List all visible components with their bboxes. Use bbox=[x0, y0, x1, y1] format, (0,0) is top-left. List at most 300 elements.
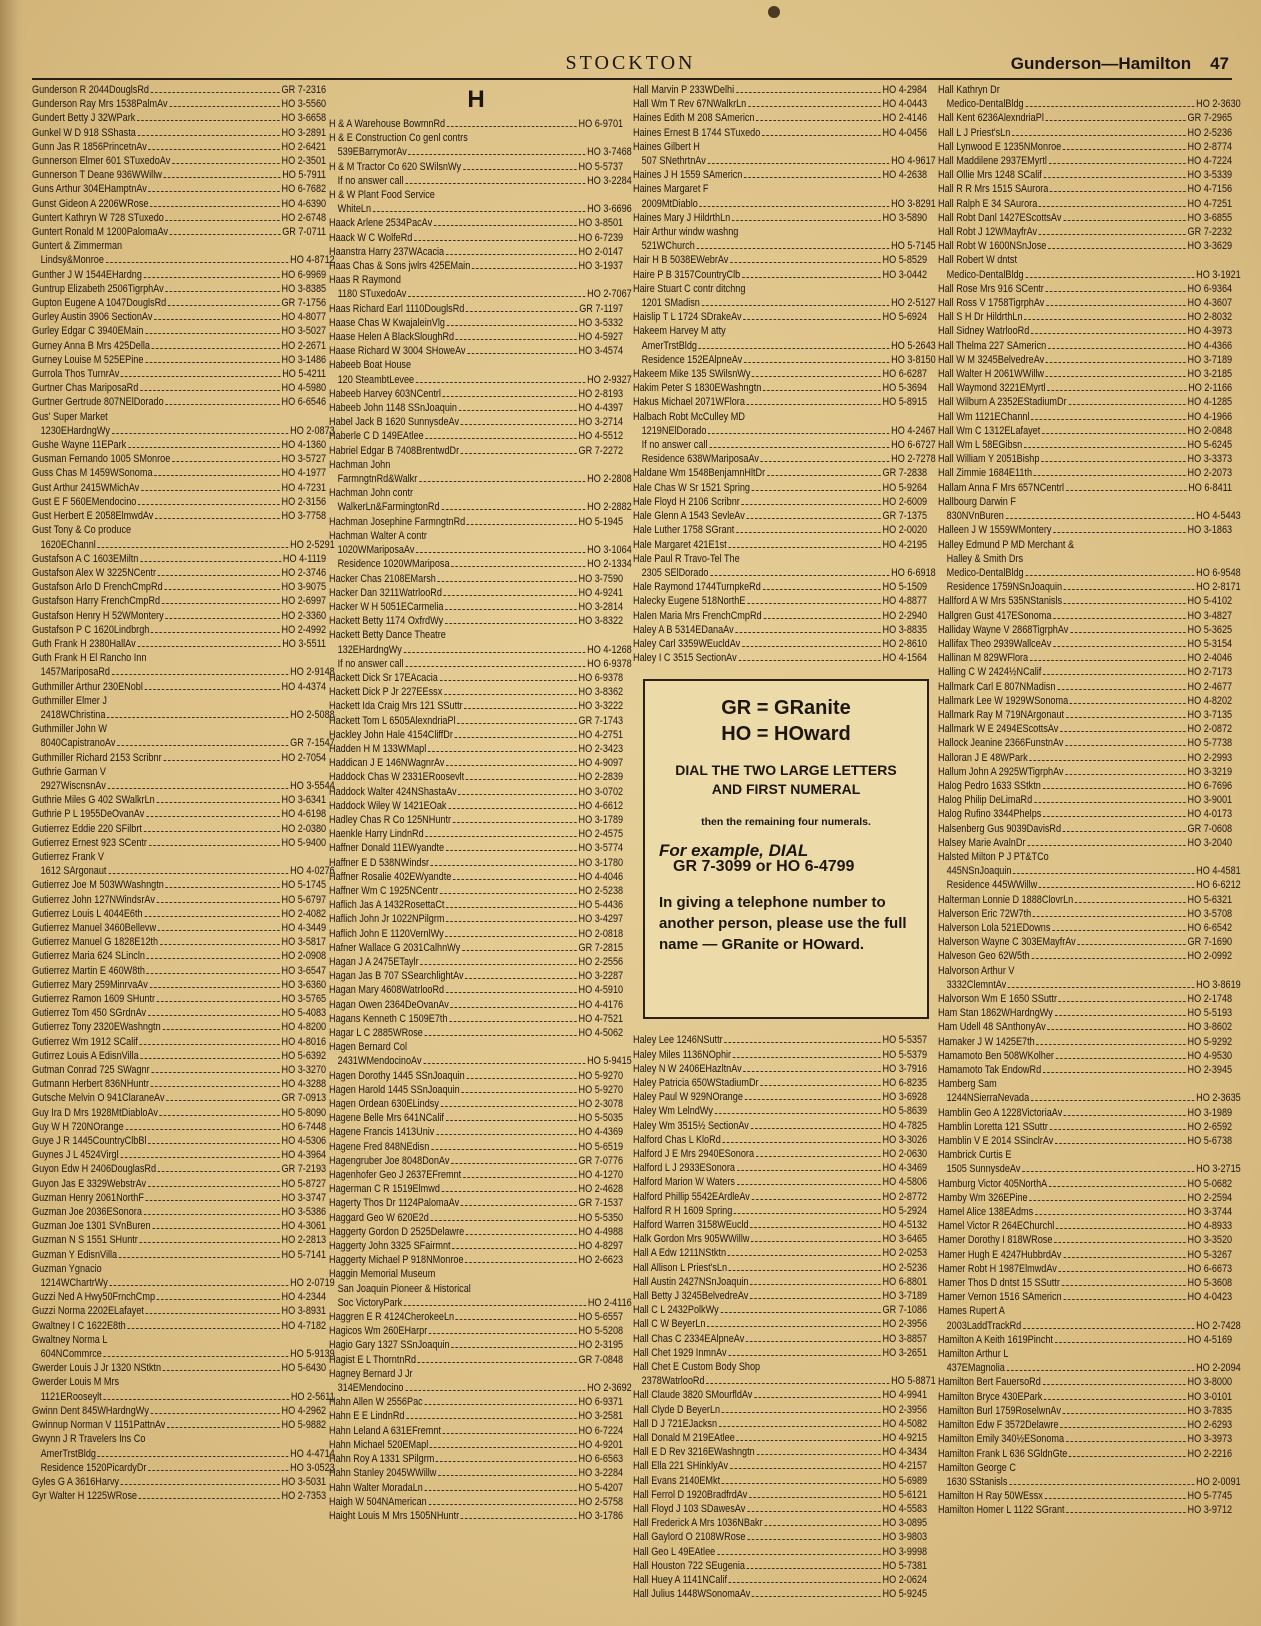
listing-phone: HO 5-7911 bbox=[282, 169, 327, 182]
leader-dots bbox=[747, 1511, 881, 1512]
leader-dots bbox=[457, 723, 576, 724]
listing-name: Gustafson P C 1620Lindbrgh bbox=[32, 623, 150, 636]
listing-name: Hachman John contr bbox=[329, 487, 414, 500]
listing-phone: HO 4-4176 bbox=[578, 998, 624, 1011]
listing-phone: HO 2-1166 bbox=[1188, 382, 1233, 395]
listing-row bbox=[938, 992, 1232, 1006]
leader-dots bbox=[172, 163, 280, 164]
listing-phone: HO 4-9941 bbox=[882, 1389, 928, 1402]
leader-dots bbox=[438, 581, 577, 582]
listing-name: Hahn Stanley 2045WWillw bbox=[329, 1467, 437, 1480]
leader-dots bbox=[744, 362, 889, 363]
listing-phone: HO 3-8857 bbox=[882, 1332, 928, 1345]
leader-dots bbox=[163, 760, 279, 761]
listing-row bbox=[938, 253, 1232, 267]
listing-phone: HO 3-4827 bbox=[1187, 609, 1233, 622]
listing-row bbox=[32, 779, 335, 793]
listing-name: Hair H B 5038EWebrAv bbox=[633, 254, 729, 267]
listing-row bbox=[633, 97, 927, 111]
listing-phone: HO 4-8016 bbox=[281, 1035, 327, 1048]
listing-name: 1230EHardngWy bbox=[40, 424, 110, 437]
listing-row bbox=[938, 97, 1241, 111]
listing-phone: HO 3-9075 bbox=[281, 581, 327, 594]
listing-phone: HO 4-0456 bbox=[882, 126, 928, 139]
listing-name: 1630 SStanisls bbox=[946, 1475, 1008, 1488]
listing-name: Guthrie Miles G 402 SWalkrLn bbox=[32, 794, 155, 807]
listing-name: 1505 SunnysdeAv bbox=[946, 1163, 1021, 1176]
listing-name: Haight Louis M Mrs 1505NHuntr bbox=[329, 1509, 460, 1522]
listing-name: Hall Rose Mrs 916 SCentr bbox=[938, 282, 1044, 295]
listing-phone: HO 3-0895 bbox=[882, 1517, 928, 1530]
listing-name: Hamilton A Keith 1619Pincht bbox=[938, 1333, 1053, 1346]
listing-phone: HO 6-9701 bbox=[578, 118, 624, 130]
leader-dots bbox=[157, 1299, 280, 1300]
listing-row bbox=[633, 296, 936, 310]
leader-dots bbox=[1042, 433, 1186, 434]
listing-row bbox=[938, 1432, 1232, 1446]
leader-dots bbox=[1043, 674, 1186, 675]
notice-instruction-3: then the remaining four numerals. bbox=[701, 816, 871, 829]
listing-name: Haines Margaret F bbox=[633, 183, 709, 196]
listing-name: Hale Margaret 421E1st bbox=[633, 538, 727, 551]
leader-dots bbox=[746, 518, 880, 519]
listing-phone: HO 4-1977 bbox=[281, 467, 327, 480]
leader-dots bbox=[145, 362, 280, 363]
listing-row bbox=[633, 182, 927, 196]
listing-phone: HO 5-2643 bbox=[891, 339, 936, 352]
listing-row bbox=[938, 140, 1232, 154]
listing-name: Hamilton Arthur L bbox=[938, 1348, 1009, 1361]
listing-phone: HO 2-4575 bbox=[578, 828, 624, 841]
listing-row bbox=[633, 1119, 927, 1133]
listing-phone: HO 3-1921 bbox=[1196, 268, 1241, 281]
leader-dots bbox=[465, 978, 577, 979]
listing-row bbox=[633, 1474, 927, 1488]
listing-phone: HO 4-5082 bbox=[882, 1417, 928, 1430]
listing-phone: HO 4-2962 bbox=[281, 1404, 327, 1417]
listing-row bbox=[32, 481, 326, 495]
listing-phone: HO 2-5238 bbox=[578, 884, 624, 897]
listing-phone: HO 4-7231 bbox=[281, 481, 327, 494]
leader-dots bbox=[148, 1186, 280, 1187]
leader-dots bbox=[127, 1328, 279, 1329]
listing-phone: HO 3-8150 bbox=[891, 353, 936, 366]
listing-name: Hackett Betty Dance Theatre bbox=[329, 629, 446, 642]
leader-dots bbox=[1053, 532, 1186, 533]
listing-phone: HO 3-7189 bbox=[882, 1289, 928, 1302]
listing-phone: HO 3-5027 bbox=[281, 325, 327, 338]
listing-phone: GR 7-2316 bbox=[281, 84, 327, 96]
listing-phone: HO 3-3026 bbox=[882, 1133, 928, 1146]
listing-phone: HO 6-6542 bbox=[1187, 921, 1233, 934]
listing-row bbox=[633, 1246, 927, 1260]
listing-row bbox=[938, 381, 1232, 395]
listing-phone: GR 7-0913 bbox=[281, 1092, 327, 1105]
listing-name: Hall Kathryn Dr bbox=[938, 84, 1000, 96]
listing-name: Hahn Allen W 2556Pac bbox=[329, 1396, 423, 1409]
listing-name: Guntert Ronald M 1200PalomaAv bbox=[32, 226, 169, 239]
leader-dots bbox=[707, 1326, 881, 1327]
listing-name: Gutierrez Mary 259MinrvaAv bbox=[32, 978, 148, 991]
listing-phone: HO 2-8193 bbox=[578, 387, 624, 400]
listing-phone: HO 6-8235 bbox=[882, 1076, 928, 1089]
listing-name: FarmngtnRd&Walkr bbox=[337, 473, 418, 486]
listing-phone: GR 7-1547 bbox=[290, 737, 335, 750]
listing-name: Hakus Michael 2071WFlora bbox=[633, 396, 745, 409]
listing-row bbox=[32, 964, 326, 978]
listing-row bbox=[633, 1417, 927, 1431]
listing-row bbox=[329, 1069, 623, 1083]
leader-dots bbox=[1035, 1214, 1186, 1215]
listing-name: Haislip T L 1724 SDrakeAv bbox=[633, 311, 742, 324]
listing-phone: HO 3-5560 bbox=[281, 98, 327, 111]
listing-name: Haflich Jas A 1432RosettaCt bbox=[329, 899, 445, 912]
listing-row bbox=[32, 438, 326, 452]
listing-phone: HO 5-8727 bbox=[281, 1177, 327, 1190]
listing-row bbox=[633, 1303, 927, 1317]
leader-dots bbox=[152, 348, 280, 349]
leader-dots bbox=[747, 603, 881, 604]
leader-dots bbox=[444, 595, 577, 596]
listing-row bbox=[32, 211, 326, 225]
listing-phone: HO 4-1360 bbox=[281, 439, 327, 452]
listing-phone: HO 3-2284 bbox=[587, 174, 632, 187]
leader-dots bbox=[148, 1143, 280, 1144]
listing-name: Guthmiller John W bbox=[32, 723, 107, 736]
leader-dots bbox=[106, 262, 289, 263]
listing-row bbox=[32, 1091, 326, 1105]
listing-phone: HO 3-3744 bbox=[1187, 1206, 1233, 1219]
listing-phone: HO 2-3195 bbox=[578, 1339, 624, 1352]
listing-name: Hallifax Theo 2939WallceAv bbox=[938, 637, 1052, 650]
leader-dots bbox=[405, 183, 585, 184]
listing-row bbox=[32, 140, 326, 154]
listing-phone: HO 4-3607 bbox=[1187, 297, 1233, 310]
listing-phone: HO 4-5306 bbox=[281, 1135, 327, 1148]
leader-dots bbox=[443, 396, 577, 397]
listing-name: Hall E D Rev 3216EWashngtn bbox=[633, 1446, 755, 1459]
listing-phone: HO 3-1486 bbox=[281, 353, 327, 366]
leader-dots bbox=[1056, 1228, 1186, 1229]
leader-dots bbox=[717, 1554, 881, 1555]
listing-phone: HO 2-3423 bbox=[578, 742, 624, 755]
listing-phone: HO 4-6612 bbox=[578, 799, 624, 812]
listing-phone: HO 2-9327 bbox=[587, 373, 632, 386]
listing-row bbox=[938, 765, 1232, 779]
listing-name: 1180 STuxedoAv bbox=[337, 288, 407, 301]
listing-name: Haley Patricia 650WStadiumDr bbox=[633, 1076, 759, 1089]
listing-name: Hall R R Mrs 1515 SAurora bbox=[938, 183, 1049, 196]
listing-row bbox=[633, 1190, 927, 1204]
listing-name: Hall Chet 1929 InmnAv bbox=[633, 1346, 727, 1359]
leader-dots bbox=[452, 1248, 577, 1249]
listing-row bbox=[32, 126, 326, 140]
listing-row bbox=[633, 410, 927, 424]
listing-name: Hagenhofer Geo J 2637EFremnt bbox=[329, 1169, 462, 1182]
listing-row bbox=[329, 1211, 623, 1225]
listing-name: Gunst Gideon A 2206WRose bbox=[32, 197, 149, 210]
listing-row bbox=[329, 671, 623, 685]
listing-phone: HO 3-7758 bbox=[281, 510, 327, 523]
listing-row bbox=[32, 523, 326, 537]
listing-phone: HO 4-2195 bbox=[882, 538, 928, 551]
leader-dots bbox=[445, 609, 577, 610]
listing-row bbox=[32, 538, 335, 552]
listing-name: Gustafson Harry FrenchCmpRd bbox=[32, 595, 161, 608]
listing-name: Guzzi Norma 2202ELafayet bbox=[32, 1305, 144, 1318]
leader-dots bbox=[1043, 1384, 1186, 1385]
leader-dots bbox=[1060, 1427, 1186, 1428]
listing-name: 830NVnBuren bbox=[946, 510, 1004, 523]
leader-dots bbox=[103, 1399, 289, 1400]
listing-phone: HO 2-6009 bbox=[882, 495, 928, 508]
listing-name: Gust Tony & Co produce bbox=[32, 524, 132, 537]
listing-name: AmerTrstBldg bbox=[641, 339, 697, 352]
listing-row bbox=[329, 1154, 623, 1168]
listing-name: Hagist E L ThorntnRd bbox=[329, 1353, 417, 1366]
listing-phone: HO 3-1937 bbox=[578, 260, 624, 273]
listing-row bbox=[329, 657, 632, 671]
listing-phone: HO 3-8501 bbox=[578, 217, 624, 230]
leader-dots bbox=[1053, 646, 1186, 647]
listing-row bbox=[32, 1049, 326, 1063]
leader-dots bbox=[463, 1177, 577, 1178]
listing-phone: HO 2-8772 bbox=[882, 1190, 928, 1203]
listing-row bbox=[633, 1204, 927, 1218]
notice-instruction-2: AND FIRST NUMERAL bbox=[711, 781, 861, 798]
listing-name: Ham Udell 48 SAnthonyAv bbox=[938, 1021, 1046, 1034]
listing-row bbox=[633, 1048, 927, 1062]
listing-phone: HO 6-7696 bbox=[1187, 779, 1233, 792]
listing-row bbox=[329, 998, 623, 1012]
listing-row bbox=[32, 1177, 326, 1191]
leader-dots bbox=[1055, 1015, 1186, 1016]
listing-name: Hamel Victor R 264EChurchl bbox=[938, 1220, 1055, 1233]
listing-row bbox=[329, 1310, 623, 1324]
listing-name: Gutierrez Eddie 220 SFilbrt bbox=[32, 822, 142, 835]
listing-name: 2009MtDiablo bbox=[641, 197, 698, 210]
listing-phone: HO 2-3945 bbox=[1187, 1064, 1233, 1077]
listing-row bbox=[633, 1289, 927, 1303]
leader-dots bbox=[764, 1525, 880, 1526]
listing-row bbox=[938, 1333, 1232, 1347]
listing-phone: HO 5-9415 bbox=[587, 1055, 632, 1068]
leader-dots bbox=[472, 268, 577, 269]
listing-name: 1612 SArgonaut bbox=[40, 865, 107, 878]
listing-phone: HO 2-5291 bbox=[290, 538, 335, 551]
listing-phone: HO 5-8529 bbox=[882, 254, 928, 267]
leader-dots bbox=[1055, 1342, 1186, 1343]
leader-dots bbox=[1009, 1484, 1194, 1485]
listing-name: Hagene Francis 1413Univ bbox=[329, 1126, 435, 1139]
listing-row bbox=[329, 117, 623, 131]
listing-row bbox=[329, 259, 623, 273]
listing-name: Halford Marion W Waters bbox=[633, 1176, 735, 1189]
listing-row bbox=[329, 373, 632, 387]
listing-name: Gustafson Arlo D FrenchCmpRd bbox=[32, 581, 163, 594]
leader-dots bbox=[760, 1085, 881, 1086]
listing-phone: HO 2-6623 bbox=[578, 1254, 624, 1267]
leader-dots bbox=[436, 1134, 577, 1135]
leader-dots bbox=[710, 575, 889, 576]
leader-dots bbox=[163, 1370, 280, 1371]
listing-row bbox=[32, 694, 326, 708]
listing-phone: HO 2-4628 bbox=[578, 1183, 624, 1196]
listing-name: Haanstra Harry 237WAcacia bbox=[329, 245, 445, 258]
listing-name: 2927WiscnsnAv bbox=[40, 779, 106, 792]
listing-row bbox=[938, 594, 1232, 608]
listing-name: Hall Wm C 1312ELafayet bbox=[938, 424, 1041, 437]
leader-dots bbox=[430, 1447, 577, 1448]
listing-name: Hamer Robt H 1987ElmwdAv bbox=[938, 1262, 1057, 1275]
notice-howard: HO = HOward bbox=[721, 723, 851, 746]
listing-phone: HO 3-9803 bbox=[882, 1531, 928, 1544]
leader-dots bbox=[1052, 930, 1186, 931]
notice-example-numbers: GR 7-3099 or HO 6-4799 bbox=[673, 857, 855, 875]
leader-dots bbox=[1030, 660, 1186, 661]
listing-phone: HO 2-7278 bbox=[891, 453, 936, 466]
listing-row bbox=[329, 160, 623, 174]
listing-row bbox=[633, 1403, 927, 1417]
listing-name: Haley Wm 3515½ SectionAv bbox=[633, 1119, 749, 1132]
listing-row bbox=[32, 424, 335, 438]
listing-row bbox=[938, 324, 1232, 338]
listing-name: Hallum John A 2925WTigrphAv bbox=[938, 765, 1064, 778]
leader-dots bbox=[459, 410, 577, 411]
leader-dots bbox=[1063, 149, 1186, 150]
leader-dots bbox=[735, 632, 880, 633]
listing-phone: HO 3-3973 bbox=[1187, 1433, 1233, 1446]
listing-row bbox=[329, 415, 623, 429]
leader-dots bbox=[112, 433, 289, 434]
leader-dots bbox=[1034, 802, 1186, 803]
leader-dots bbox=[107, 717, 288, 718]
listing-row bbox=[633, 466, 927, 480]
listing-row bbox=[329, 1026, 623, 1040]
leader-dots bbox=[1013, 873, 1194, 874]
listing-phone: HO 5-6924 bbox=[882, 311, 928, 324]
listing-phone: HO 4-8202 bbox=[1187, 694, 1233, 707]
leader-dots bbox=[1069, 1456, 1186, 1457]
leader-dots bbox=[748, 106, 881, 107]
listing-phone: HO 5-5357 bbox=[882, 1034, 928, 1047]
listing-row bbox=[329, 1111, 623, 1125]
listing-name: Hachman Walter A contr bbox=[329, 529, 427, 542]
listing-row bbox=[329, 1395, 623, 1409]
listing-name: 3332ClemntAv bbox=[946, 978, 1007, 991]
listing-name: Haire Stuart C contr ditchng bbox=[633, 282, 746, 295]
listing-row bbox=[32, 722, 326, 736]
listing-phone: HO 5-7745 bbox=[1187, 1490, 1233, 1503]
listing-name: Guyon Edw H 2406DouglasRd bbox=[32, 1163, 157, 1176]
listing-phone: HO 3-0101 bbox=[1187, 1390, 1233, 1403]
listing-row bbox=[32, 452, 326, 466]
listing-row bbox=[329, 770, 623, 784]
listing-row bbox=[32, 580, 326, 594]
listing-phone: HO 4-3964 bbox=[281, 1149, 327, 1162]
listing-name: Habeeb Harvey 603NCentrl bbox=[329, 387, 441, 400]
listing-row bbox=[938, 609, 1232, 623]
listing-phone: HO 2-5088 bbox=[290, 708, 335, 721]
listing-row bbox=[32, 1418, 326, 1432]
listing-name: Halecky Eugene 518NorthE bbox=[633, 595, 746, 608]
listing-row bbox=[633, 651, 927, 665]
listing-name: Hall Frederick A Mrs 1036NBakr bbox=[633, 1517, 763, 1530]
listing-row bbox=[633, 481, 927, 495]
leader-dots bbox=[148, 1470, 288, 1471]
listing-phone: HO 2-7428 bbox=[1196, 1319, 1241, 1332]
leader-dots bbox=[1025, 277, 1194, 278]
listing-name: Gutirrez Louis A EdisnVilla bbox=[32, 1049, 139, 1062]
listing-name: Hall S H Dr HildrthLn bbox=[938, 311, 1023, 324]
leader-dots bbox=[1064, 589, 1195, 590]
listing-row bbox=[633, 424, 936, 438]
listing-row bbox=[633, 523, 927, 537]
listing-name: Medico-DentalBldg bbox=[946, 566, 1024, 579]
listing-phone: HO 5-5350 bbox=[578, 1211, 624, 1224]
listing-row bbox=[329, 444, 623, 458]
listing-row bbox=[32, 154, 326, 168]
listing-name: 604NCommrce bbox=[40, 1348, 102, 1361]
listing-name: Hallbourg Darwin F bbox=[938, 495, 1016, 508]
listing-row bbox=[938, 864, 1241, 878]
listing-row bbox=[329, 1438, 623, 1452]
leader-dots bbox=[121, 1484, 280, 1485]
listing-name: If no answer call bbox=[337, 174, 404, 187]
listing-name: Hamilton Frank L 636 SGldnGte bbox=[938, 1447, 1068, 1460]
listing-row bbox=[633, 1317, 927, 1331]
listing-phone: HO 4-8933 bbox=[1187, 1220, 1233, 1233]
listing-row bbox=[938, 452, 1232, 466]
listing-name: Hale Floyd H 2106 Scribnr bbox=[633, 495, 740, 508]
listing-name: Halling C W 2424½NCalif bbox=[938, 666, 1042, 679]
leader-dots bbox=[107, 788, 288, 789]
listing-phone: HO 3-7916 bbox=[882, 1062, 928, 1075]
listing-name: 1620EChannl bbox=[40, 538, 96, 551]
leader-dots bbox=[447, 325, 577, 326]
listing-row bbox=[633, 1062, 927, 1076]
listing-name: Haffner E D 538NWindsr bbox=[329, 856, 430, 869]
listing-phone: HO 5-6245 bbox=[1187, 439, 1233, 452]
listing-name: Hadden H M 133WMapl bbox=[329, 742, 427, 755]
listing-name: Haggerty Michael P 918NMonroe bbox=[329, 1254, 464, 1267]
listing-phone: HO 5-8871 bbox=[891, 1375, 936, 1388]
listing-name: Gutierrez Maria 624 SLincln bbox=[32, 950, 145, 963]
listing-row bbox=[633, 1488, 927, 1502]
listing-phone: HO 6-7224 bbox=[578, 1424, 624, 1437]
listing-row bbox=[329, 557, 632, 571]
listing-row bbox=[329, 316, 623, 330]
listing-row bbox=[329, 785, 623, 799]
listing-phone: HO 5-6121 bbox=[882, 1488, 928, 1501]
leader-dots bbox=[738, 660, 880, 661]
listing-phone: HO 6-9364 bbox=[1187, 282, 1233, 295]
listing-name: Gwerder Louis J Jr 1320 NStktn bbox=[32, 1362, 162, 1375]
listing-row bbox=[329, 1509, 623, 1523]
listing-row bbox=[938, 793, 1232, 807]
listing-name: Hale Paul R Travo-Tel The bbox=[633, 552, 740, 565]
listing-row bbox=[329, 1097, 623, 1111]
leader-dots bbox=[744, 177, 881, 178]
listing-name: Guyon Jas E 3329WebstrAv bbox=[32, 1177, 147, 1190]
listing-row bbox=[32, 1475, 326, 1489]
listing-row bbox=[329, 1083, 623, 1097]
listing-phone: HO 2-5127 bbox=[891, 297, 936, 310]
leader-dots bbox=[139, 1498, 280, 1499]
listing-row bbox=[32, 594, 326, 608]
leader-dots bbox=[751, 1241, 881, 1242]
leader-dots bbox=[1070, 703, 1186, 704]
